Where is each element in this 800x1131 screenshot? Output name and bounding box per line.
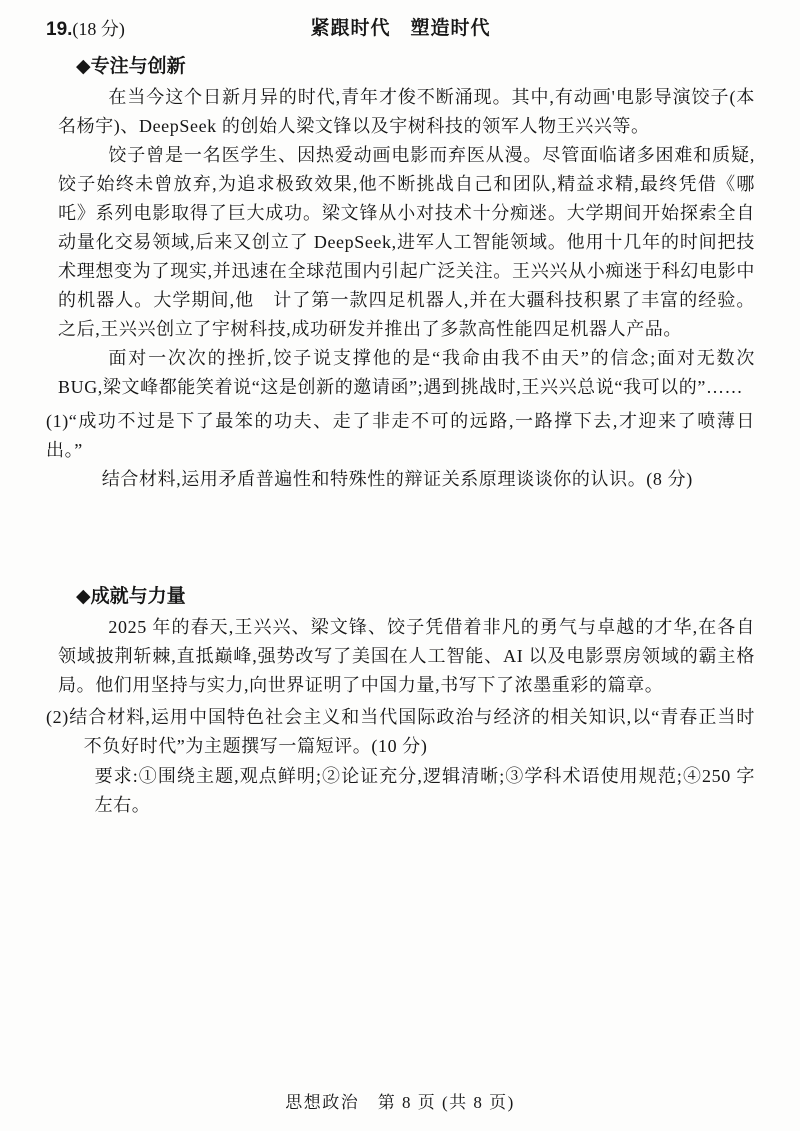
material-paragraph-1: 在当今这个日新月异的时代,青年才俊不断涌现。其中,有动画'电影导演饺子(本名杨宇)、DeepSeek 的创始人梁文锋以及宇树科技的领军人物王兴兴等。 <box>58 87 755 136</box>
section-heading-focus-innovation: ◆专注与创新 <box>76 56 186 77</box>
material-paragraph-3: 面对一次次的挫折,饺子说支撑他的是“我命由我不由天”的信念;面对无数次 BUG,梁文峰都能笑着说“这是创新的邀请函”;遇到挑战时,王兴兴总说“我可以的”…… <box>58 348 755 397</box>
section-heading-achievement-power: ◆成就与力量 <box>76 586 186 607</box>
material-paragraph-4: 2025 年的春天,王兴兴、梁文锋、饺子凭借着非凡的勇气与卓越的才华,在各自领域披荆斩棘,直抵巅峰,强势改写了美国在人工智能、AI 以及电影票房领域的霸主格局。他们用坚持与实力,向世界证明了中国力量,书写下了浓墨重彩的篇章。 <box>58 617 755 695</box>
question-1-quote: (1)“成功不过是下了最笨的功夫、走了非走不可的远路,一路撑下去,才迎来了喷薄日出。” <box>46 411 755 460</box>
question-header <box>46 14 755 44</box>
question-number: 19. <box>46 19 73 40</box>
section-achievement-power <box>46 582 755 820</box>
exam-title: 紧跟时代 塑造时代 <box>310 18 491 39</box>
material-paragraph-2: 饺子曾是一名医学生、因热爱动画电影而弃医从漫。尽管面临诸多困难和质疑,饺子始终未曾放弃,为追求极致效果,他不断挑战自己和团队,精益求精,最终凭借《哪吒》系列电影取得了巨大成功。梁文锋从小对技术十分痴迷。大学期间开始探索全自动量化交易领域,后来又创立了 DeepSeek,进军人工智能领域。他用十几年的时间把技术理想变为了现实,并迅速在全球范围内引起广泛关注。王兴兴从小痴迷于科幻电影中的机器人。大学期间,他 计了第一款四足机器人,并在大疆科技积累了丰富的经验。之后,王兴兴创立了宇树科技,成功研发并推出了多款高性能四足机器人产品。 <box>58 145 755 339</box>
question-2-requirements: 要求:①围绕主题,观点鲜明;②论证充分,逻辑清晰;③学科术语使用规范;④250 字左右。 <box>94 766 755 815</box>
question-1-task: 结合材料,运用矛盾普遍性和特殊性的辩证关系原理谈谈你的认识。(8 分) <box>101 469 693 489</box>
page-footer: 思想政治 第 8 页 (共 8 页) <box>285 1093 515 1112</box>
question-1 <box>46 407 755 494</box>
question-score: (18 分) <box>72 19 125 39</box>
question-2: (2)结合材料,运用中国特色社会主义和当代国际政治与经济的相关知识,以“青春正当时 不负好时代”为主题撰写一篇短评。(10 分) <box>46 707 755 756</box>
section-focus-innovation <box>46 52 755 494</box>
